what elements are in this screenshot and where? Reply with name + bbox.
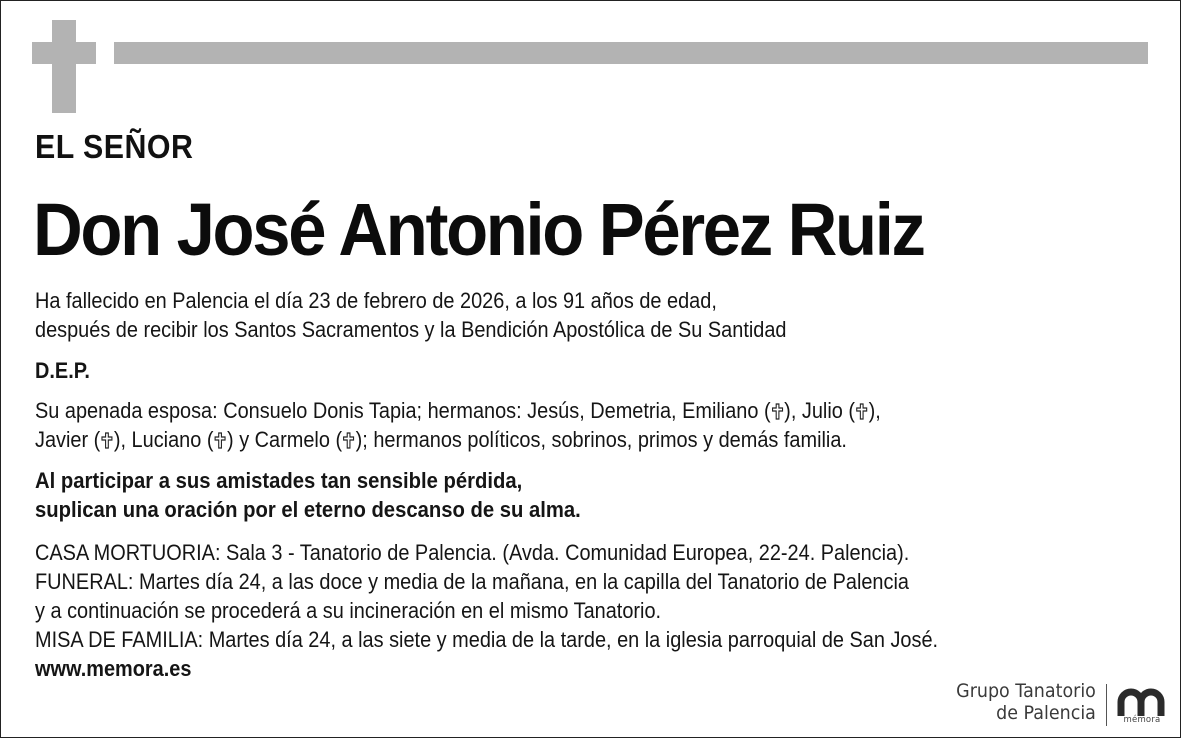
- funeral-home-line: CASA MORTUORIA: Sala 3 - Tanatorio de Palencia. (Avda. Comunidad Europea, 22-24. Palencia).: [35, 540, 910, 565]
- cross-icon: [342, 432, 356, 449]
- dep-label: D.E.P.: [35, 358, 90, 383]
- prayer-request-line: Al participar a sus amistades tan sensible pérdida,: [35, 468, 523, 493]
- prayer-request: [35, 466, 581, 524]
- website-link[interactable]: www.memora.es: [35, 656, 192, 681]
- prayer-request-line: suplican una oración por el eterno descanso de su alma.: [35, 497, 581, 522]
- funeral-home-name: Grupo Tanatorio de Palencia: [956, 680, 1096, 724]
- cross-icon: [855, 403, 869, 420]
- family-line: Su apenada esposa: Consuelo Donis Tapia; hermanos: Jesús, Demetria, Emiliano ( ), Julio ( ),: [35, 398, 881, 423]
- death-notice-line: Ha fallecido en Palencia el día 23 de febrero de 2026, a los 91 años de edad,: [35, 288, 717, 313]
- family-mass-line: MISA DE FAMILIA: Martes día 24, a las siete y media de la tarde, en la iglesia parroquial de San José.: [35, 627, 939, 652]
- service-details: [35, 538, 938, 654]
- cross-icon-arm: [32, 42, 96, 64]
- funeral-line: FUNERAL: Martes día 24, a las doce y media de la mañana, en la capilla del Tanatorio de Palencia: [35, 569, 909, 594]
- cross-icon: [100, 432, 114, 449]
- family-list: [35, 396, 881, 454]
- death-notice: [35, 286, 787, 344]
- footer-divider: [1106, 684, 1107, 726]
- family-line: Javier ( ), Luciano ( ) y Carmelo ( ); hermanos políticos, sobrinos, primos y demás familia.: [35, 427, 847, 452]
- cross-icon: [52, 20, 76, 113]
- death-notice-line: después de recibir los Santos Sacramentos y la Bendición Apostólica de Su Santidad: [35, 317, 787, 342]
- cremation-line: y a continuación se procederá a su incineración en el mismo Tanatorio.: [35, 598, 662, 623]
- cross-icon: [771, 403, 785, 420]
- header-bar: [114, 42, 1148, 64]
- memora-logo-text: mémora: [1123, 715, 1161, 725]
- cross-icon: [213, 432, 227, 449]
- title-prefix: EL SEÑOR: [35, 128, 194, 165]
- deceased-name: Don José Antonio Pérez Ruiz: [33, 188, 924, 271]
